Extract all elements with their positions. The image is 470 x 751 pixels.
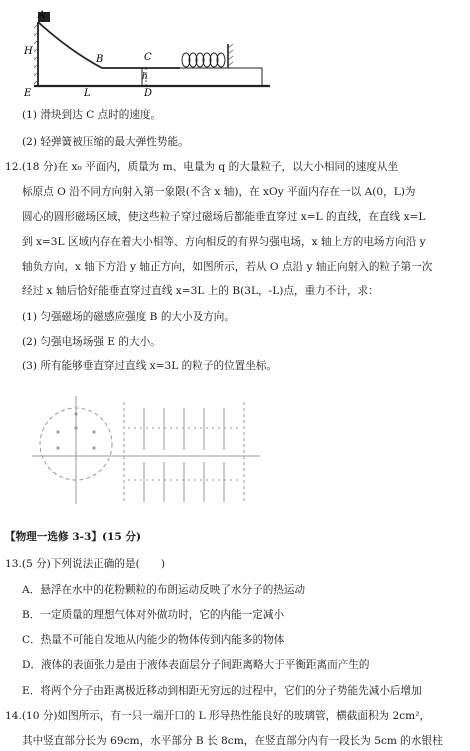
spring <box>182 53 225 67</box>
q13-stem: 13.(5 分)下列说法正确的是( ) <box>5 558 166 570</box>
q13-option-b: B．一定质量的理想气体对外做功时，它的内能一定减小 <box>22 609 285 621</box>
q12-line2: 标原点 O 沿不同方向射入第一象限(不含 x 轴)，在 xOy 平面内存在一以 A(0，L)为 <box>22 186 416 198</box>
q13-option-c: C．热量不可能自发地从内能少的物体传到内能多的物体 <box>22 634 285 646</box>
section-heading: 【物理一选修 3-3】(15 分) <box>5 531 142 543</box>
label-a: A <box>38 10 46 21</box>
q11-sub2: (2) 轻弹簧被压缩的最大弹性势能。 <box>22 136 189 148</box>
q13-option-d: D．液体的表面张力是由于液体表面层分子间距离略大于平衡距离而产生的 <box>22 659 370 671</box>
label-b: B <box>96 54 104 65</box>
q12-line6: 经过 x 轴后恰好能垂直穿过直线 x=3L 上的 B(3L，-L)点，重力不计，求： <box>22 285 379 297</box>
q14-line2: 其中竖直部分长为 69cm，水平部分 B 长 8cm，在竖直部分内有一段长为 5cm 的水银柱 <box>22 735 443 747</box>
incline-spring-figure <box>20 6 280 98</box>
q12-line4: 到 x=3L 区域内存在着大小相等、方向相反的有界匀强电场，x 轴上方的电场方向沿 y <box>22 236 426 248</box>
label-h-lower: h <box>142 72 148 82</box>
q12-line1: 12.(18 分)在 x₀ 平面内，质量为 m、电量为 q 的大量粒子，以大小相同的速度从坐 <box>5 161 399 173</box>
label-c: C <box>144 52 152 63</box>
q13-option-a: A．悬浮在水中的花粉颗粒的布朗运动反映了水分子的热运动 <box>22 584 306 596</box>
q12-line3: 圆心的圆形磁场区域，使这些粒子穿过磁场后都能垂直穿过 x=L 的直线，在直线 x=L <box>22 211 426 223</box>
q14-line1: 14.(10 分)如图所示，有一只一端开口的 L 形导热性能良好的玻璃管，横截面积为 2cm²， <box>5 710 431 722</box>
q12-line5: 轴负方向，x 轴下方沿 y 轴正方向，如图所示，若从 O 点沿 y 轴正向射入的粒子第一次 <box>22 261 433 273</box>
incline-surface <box>38 22 180 68</box>
q12-sub3: (3) 所有能够垂直穿过直线 x=3L 的粒子的位置坐标。 <box>22 360 278 372</box>
label-e: E <box>24 88 32 98</box>
q13-option-e: E．将两个分子由距离极近移动到相距无穷远的过程中，它们的分子势能先减小后增加 <box>22 685 422 697</box>
label-d: D <box>144 88 153 98</box>
label-h-upper: H <box>24 46 33 57</box>
step-block <box>142 68 262 86</box>
field-figure <box>28 392 268 507</box>
q12-sub2: (2) 匀强电场场强 E 的大小。 <box>22 336 161 348</box>
label-l: L <box>84 88 91 98</box>
q12-sub1: (1) 匀强磁场的磁感应强度 B 的大小及方向。 <box>22 311 235 323</box>
q11-sub1: (1) 滑块到达 C 点时的速度。 <box>22 109 162 121</box>
field-arrows <box>144 408 224 502</box>
